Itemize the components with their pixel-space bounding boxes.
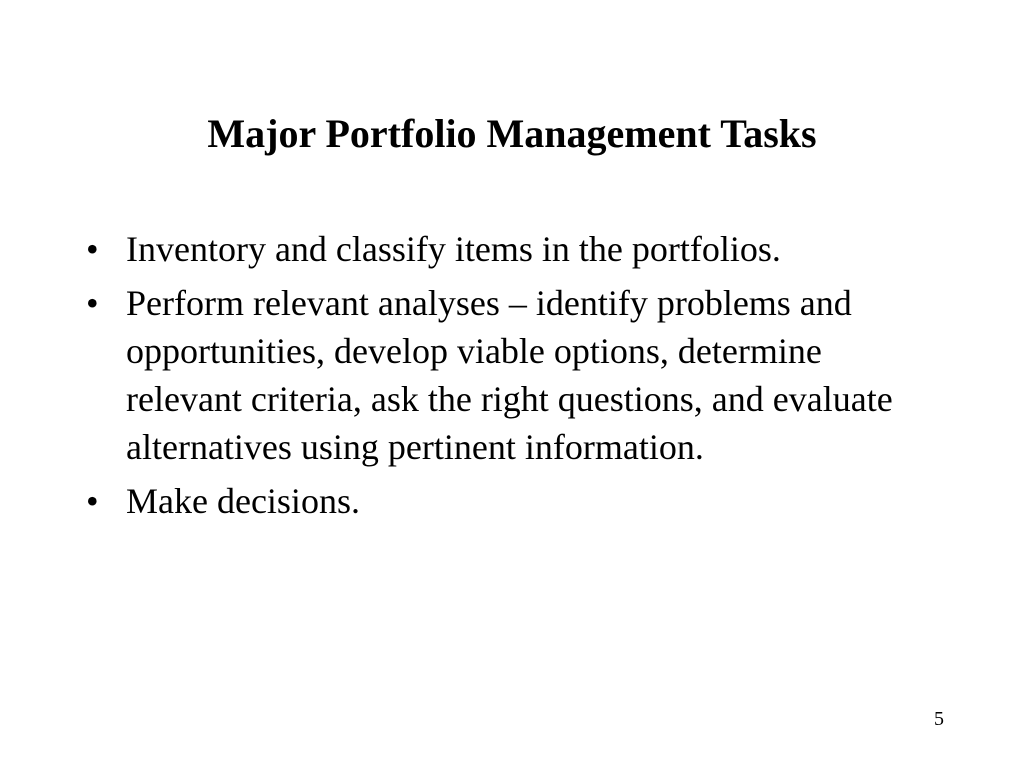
bullet-list bbox=[80, 225, 940, 531]
bullet-item-decisions bbox=[80, 477, 940, 525]
slide-title: Major Portfolio Management Tasks bbox=[207, 111, 817, 156]
bullet-text: Make decisions. bbox=[126, 481, 360, 521]
bullet-icon: • bbox=[86, 283, 99, 323]
bullet-item-inventory bbox=[80, 225, 940, 273]
bullet-icon: • bbox=[86, 481, 99, 521]
bullet-text: Inventory and classify items in the portfolios. bbox=[126, 229, 781, 269]
bullet-icon: • bbox=[86, 229, 99, 269]
bullet-item-analyses bbox=[80, 279, 940, 471]
page-number: 5 bbox=[934, 708, 944, 730]
bullet-text: Perform relevant analyses – identify problems and opportunities, develop viable options, determine relevant criteria, ask the right questions, and evaluate alternatives using pertinent information. bbox=[126, 283, 893, 467]
